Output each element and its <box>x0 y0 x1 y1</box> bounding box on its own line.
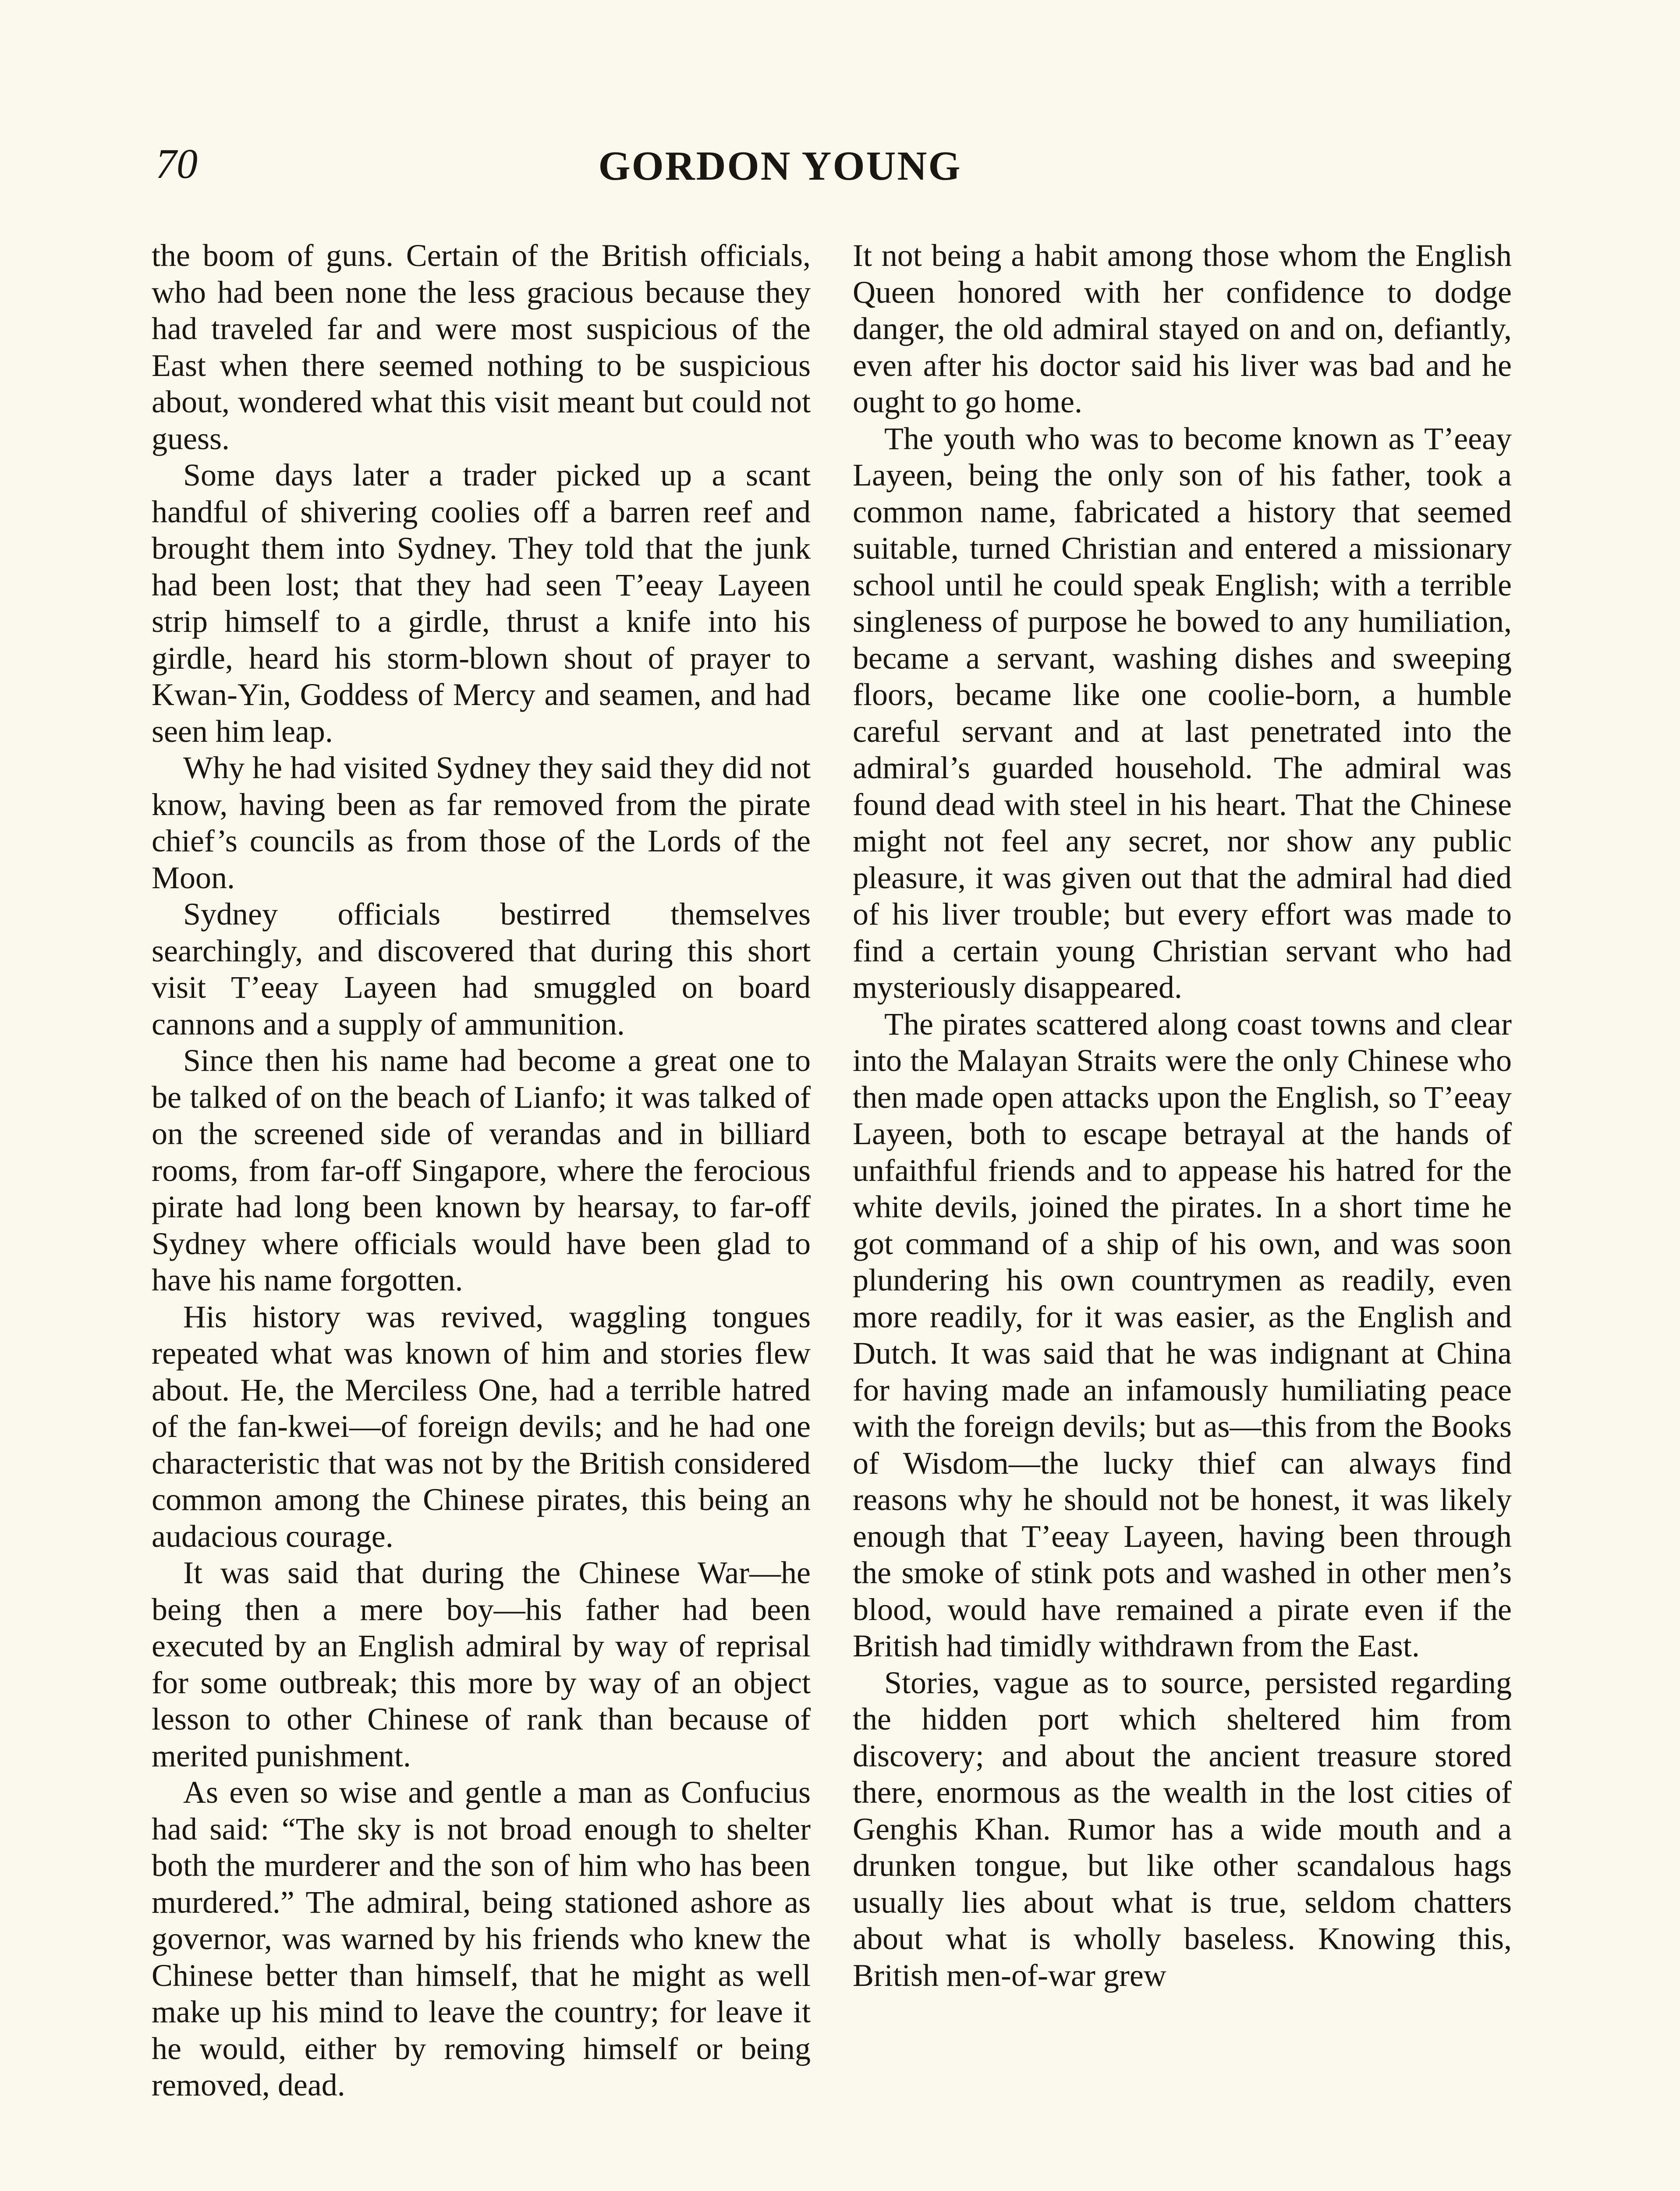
text-column-left <box>152 238 811 2191</box>
paragraph: The youth who was to become known as T’eeay Layeen, being the only son of his father, took a common name, fabricated a history that seemed suitable, turned Christian and entered a missionary school until he could speak English; with a terrible singleness of purpose he bowed to any humiliation, became a servant, washing dishes and sweeping floors, became like one coolie-born, a humble careful servant and at last penetrated into the admiral’s guarded household. The admiral was found dead with steel in his heart. That the Chinese might not feel any secret, nor show any public pleasure, it was given out that the admiral had died of his liver trouble; but every effort was made to find a certain young Christian servant who had mysteriously disappeared. <box>853 421 1512 1005</box>
paragraph: Sydney officials bestirred themselves searchingly, and discovered that during this short visit T’eeay Layeen had smuggled on board cannons and a supply of ammunition. <box>152 897 811 1042</box>
paragraph: Why he had visited Sydney they said they did not know, having been as far removed from the pirate chief’s councils as from those of the Lords of the Moon. <box>152 750 811 895</box>
paragraph: The pirates scattered along coast towns and clear into the Malayan Straits were the only Chinese who then made open attacks upon the English, so T’eeay Layeen, both to escape betrayal at the hands of unfaithful friends and to appease his hatred for the white devils, joined the pirates. In a short time he got command of a ship of his own, and was soon plundering his own countrymen as readily, even more readily, for it was easier, as the English and Dutch. It was said that he was indignant at China for having made an infamously humiliating peace with the foreign devils; but as—this from the Books of Wisdom—the lucky thief can always find reasons why he should not be honest, it was likely enough that T’eeay Layeen, having been through the smoke of stink pots and washed in other men’s blood, would have remained a pirate even if the British had timidly withdrawn from the East. <box>853 1006 1512 1663</box>
paragraph: the boom of guns. Certain of the British officials, who had been none the less gracious because they had traveled far and were most suspicious of the East when there seemed nothing to be suspicious about, wondered what this visit meant but could not guess. <box>152 238 811 456</box>
paragraph: It was said that during the Chinese War—he being then a mere boy—his father had been executed by an English admiral by way of reprisal for some outbreak; this more by way of an object lesson to other Chinese of rank than because of merited punishment. <box>152 1555 811 1773</box>
text-column-right <box>853 238 1512 2191</box>
paragraph: As even so wise and gentle a man as Confucius had said: “The sky is not broad enough to shelter both the murderer and the son of him who has been murdered.” The admiral, being stationed ashore as governor, was warned by his friends who knew the Chinese better than himself, that he might as well make up his mind to leave the country; for leave it he would, either by removing himself or being removed, dead. <box>152 1775 811 2102</box>
page-number: 70 <box>156 140 198 187</box>
paragraph: Stories, vague as to source, persisted regarding the hidden port which sheltered him from discovery; and about the ancient treasure stored there, enormous as the wealth in the lost cities of Genghis Khan. Rumor has a wide mouth and a drunken tongue, but like other scandalous hags usually lies about what is true, seldom chatters about what is wholly baseless. Knowing this, British men-of-war grew <box>853 1665 1512 1993</box>
paragraph: Some days later a trader picked up a scant handful of shivering coolies off a barren reef and brought them into Sydney. They told that the junk had been lost; that they had seen T’eeay Layeen strip himself to a girdle, thrust a knife into his girdle, heard his storm-blown shout of prayer to Kwan-Yin, Goddess of Mercy and seamen, and had seen him leap. <box>152 457 811 749</box>
running-head: GORDON YOUNG <box>598 143 962 189</box>
paragraph: Since then his name had become a great one to be talked of on the beach of Lianfo; it was talked of on the screened side of verandas and in billiard rooms, from far-off Singapore, where the ferocious pirate had long been known by hearsay, to far-off Sydney where officials would have been glad to have his name forgotten. <box>152 1043 811 1298</box>
paragraph: His history was revived, waggling tongues repeated what was known of him and stories flew about. He, the Merciless One, had a terrible hatred of the fan-kwei—of foreign devils; and he had one characteristic that was not by the British considered common among the Chinese pirates, this being an audacious courage. <box>152 1299 811 1554</box>
paragraph: It not being a habit among those whom the English Queen honored with her confidence to dodge danger, the old admiral stayed on and on, defiantly, even after his doctor said his liver was bad and he ought to go home. <box>853 238 1512 419</box>
